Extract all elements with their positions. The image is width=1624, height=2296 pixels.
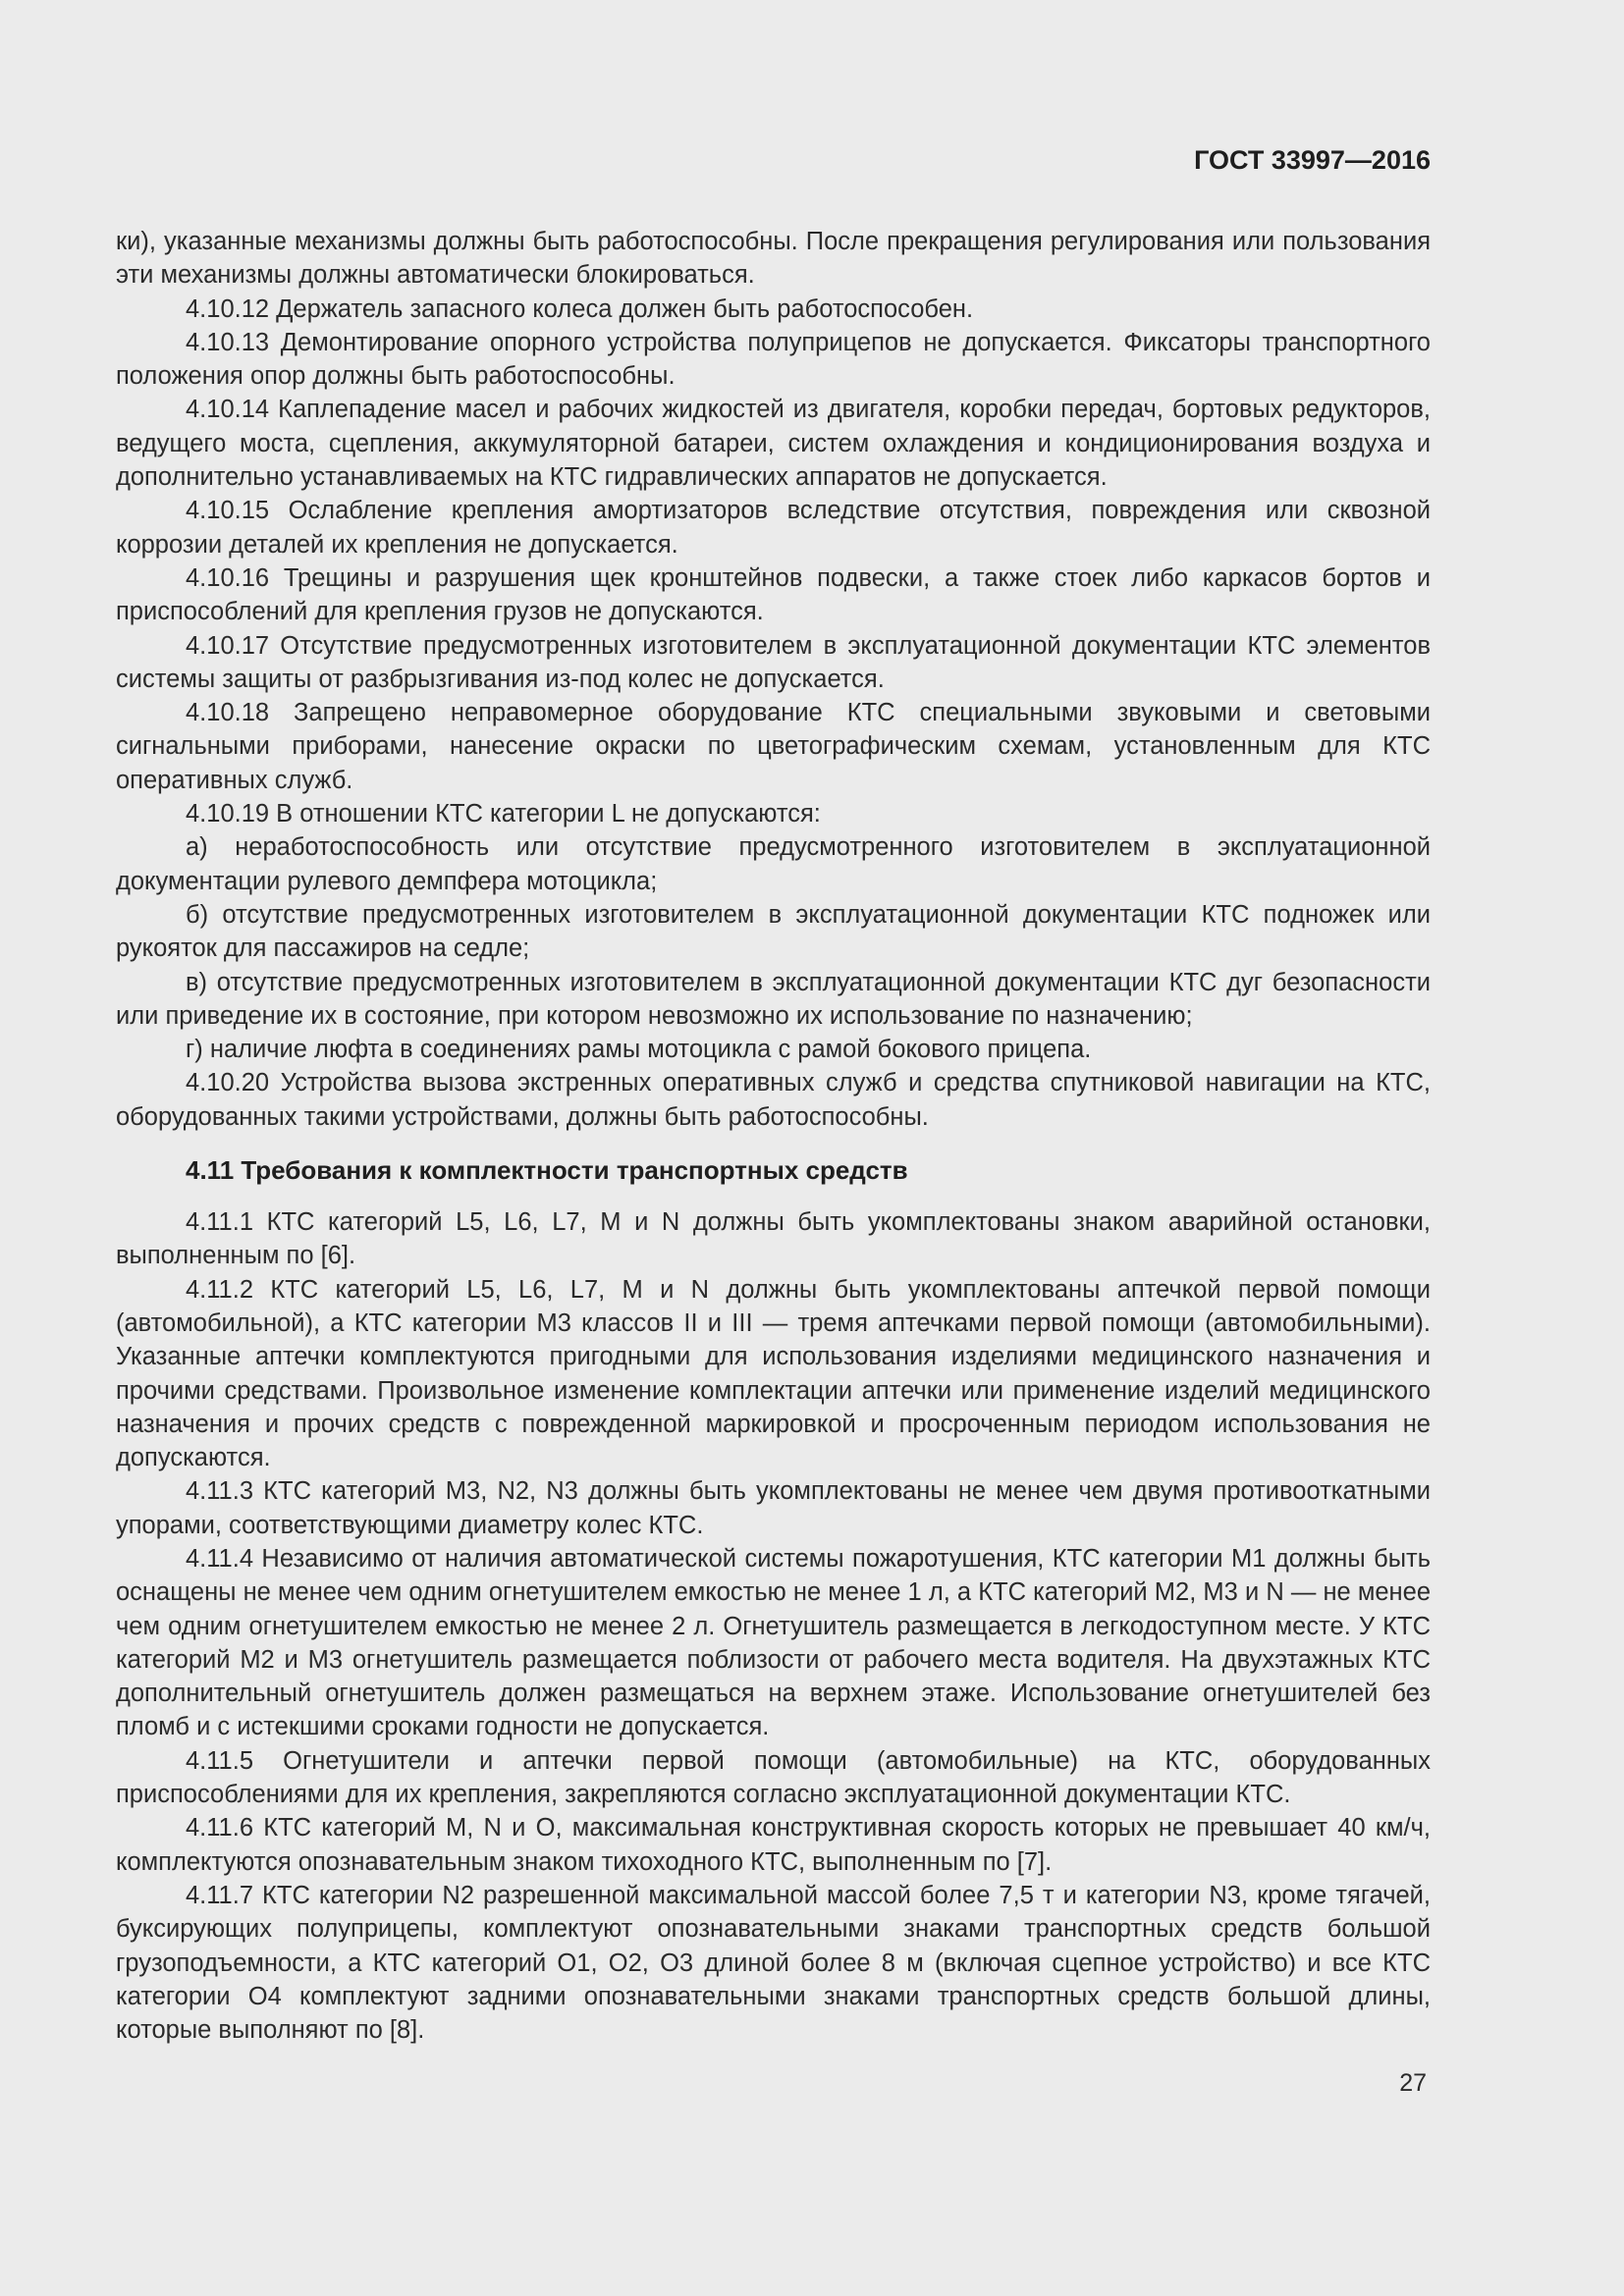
paragraph-4-10-20: 4.10.20 Устройства вызова экстренных оперативных служб и средства спутниковой навигации на КТС, оборудованных такими устройствами, должны быть работоспособны. <box>116 1069 1431 1131</box>
list-item-a: а) неработоспособность или отсутствие предусмотренного изготовителем в эксплуатационной документации рулевого демпфера мотоцикла; <box>116 833 1431 895</box>
paragraph-4-10-18: 4.10.18 Запрещено неправомерное оборудование КТС специальными звуковыми и световыми сигнальными приборами, нанесение окраски по цветографическим схемам, установленным для КТС оперативных служб. <box>116 699 1431 794</box>
document-body <box>116 225 1431 2047</box>
document-header: ГОСТ 33997—2016 <box>1194 145 1431 175</box>
paragraph-4-11-1: 4.11.1 КТС категорий L5, L6, L7, M и N должны быть укомплектованы знаком аварийной остановки, выполненным по [6]. <box>116 1208 1431 1270</box>
paragraph-4-11-4: 4.11.4 Независимо от наличия автоматической системы пожаротушения, КТС категории М1 должны быть оснащены не менее чем одним огнетушителем емкостью не менее 1 л, а КТС категорий М2, М3 и N — не менее чем одним огнетушителем емкостью не менее 2 л. Огнетушитель размещается в легкодоступном месте. У КТС категорий М2 и М3 огнетушитель размещается поблизости от рабочего места водителя. На двухэтажных КТС дополнительный огнетушитель должен размещаться на верхнем этаже. Использование огнетушителей без пломб и с истекшими сроками годности не допускается. <box>116 1544 1431 1741</box>
section-title-4-11: 4.11 Требования к комплектности транспортных средств <box>186 1155 908 1186</box>
paragraph-4-10-15: 4.10.15 Ослабление крепления амортизаторов вследствие отсутствия, повреждения или сквозной коррозии деталей их крепления не допускается. <box>116 497 1431 559</box>
paragraph-4-10-19: 4.10.19 В отношении КТС категории L не допускаются: <box>186 800 821 828</box>
paragraph-4-11-2: 4.11.2 КТС категорий L5, L6, L7, M и N должны быть укомплектованы аптечкой первой помощи (автомобильной), а КТС категории М3 классов II и III — тремя аптечками первой помощи (автомобильными). Указанные аптечки комплектуются пригодными для использования изделиями медицинского назначения и прочими средствами. Произвольное изменение комплектации аптечки или применение изделий медицинского назначения и прочих средств с поврежденной маркировкой и просроченным периодом использования не допускаются. <box>116 1275 1431 1472</box>
paragraph-4-10-17: 4.10.17 Отсутствие предусмотренных изготовителем в эксплуатационной документации КТС элементов системы защиты от разбрызгивания из-под колес не допускается. <box>116 631 1431 693</box>
paragraph-4-11-5: 4.11.5 Огнетушители и аптечки первой помощи (автомобильные) на КТС, оборудованных приспособлениями для их крепления, закрепляются согласно эксплуатационной документации КТС. <box>116 1746 1431 1809</box>
list-item-b: б) отсутствие предусмотренных изготовителем в эксплуатационной документации КТС подножек или рукояток для пассажиров на седле; <box>116 900 1431 963</box>
paragraph-4-10-16: 4.10.16 Трещины и разрушения щек кронштейнов подвески, а также стоек либо каркасов бортов и приспособлений для крепления грузов не допускаются. <box>116 563 1431 626</box>
paragraph-4-11-7: 4.11.7 КТС категории N2 разрешенной максимальной массой более 7,5 т и категории N3, кроме тягачей, буксирующих полуприцепы, комплектуют опознавательными знаками транспортных средств большой грузоподъемности, а КТС категорий O1, O2, O3 длиной более 8 м (включая сцепное устройство) и все КТС категории O4 комплектуют задними опознавательными знаками транспортных средств большой длины, которые выполняют по [8]. <box>116 1881 1431 2045</box>
list-item-g: г) наличие люфта в соединениях рамы мотоцикла с рамой бокового прицепа. <box>186 1036 1092 1064</box>
paragraph-4-10-13: 4.10.13 Демонтирование опорного устройства полуприцепов не допускается. Фиксаторы транспортного положения опор должны быть работоспособны. <box>116 328 1431 391</box>
page-number: 27 <box>1399 2069 1427 2097</box>
paragraph-continuation: ки), указанные механизмы должны быть работоспособны. После прекращения регулирования или пользования эти механизмы должны автоматически блокироваться. <box>116 228 1431 290</box>
list-item-v: в) отсутствие предусмотренных изготовителем в эксплуатационной документации КТС дуг безопасности или приведение их в состояние, при котором невозможно их использование по назначению; <box>116 968 1431 1030</box>
paragraph-4-10-12: 4.10.12 Держатель запасного колеса должен быть работоспособен. <box>186 294 974 323</box>
paragraph-4-11-3: 4.11.3 КТС категорий М3, N2, N3 должны быть укомплектованы не менее чем двумя противооткатными упорами, соответствующими диаметру колес КТС. <box>116 1477 1431 1539</box>
paragraph-4-11-6: 4.11.6 КТС категорий M, N и O, максимальная конструктивная скорость которых не превышает 40 км/ч, комплектуются опознавательным знаком тихоходного КТС, выполненным по [7]. <box>116 1814 1431 1876</box>
paragraph-4-10-14: 4.10.14 Каплепадение масел и рабочих жидкостей из двигателя, коробки передач, бортовых редукторов, ведущего моста, сцепления, аккумуляторной батареи, систем охлаждения и кондиционирования воздуха и дополнительно устанавливаемых на КТС гидравлических аппаратов не допускается. <box>116 396 1431 492</box>
